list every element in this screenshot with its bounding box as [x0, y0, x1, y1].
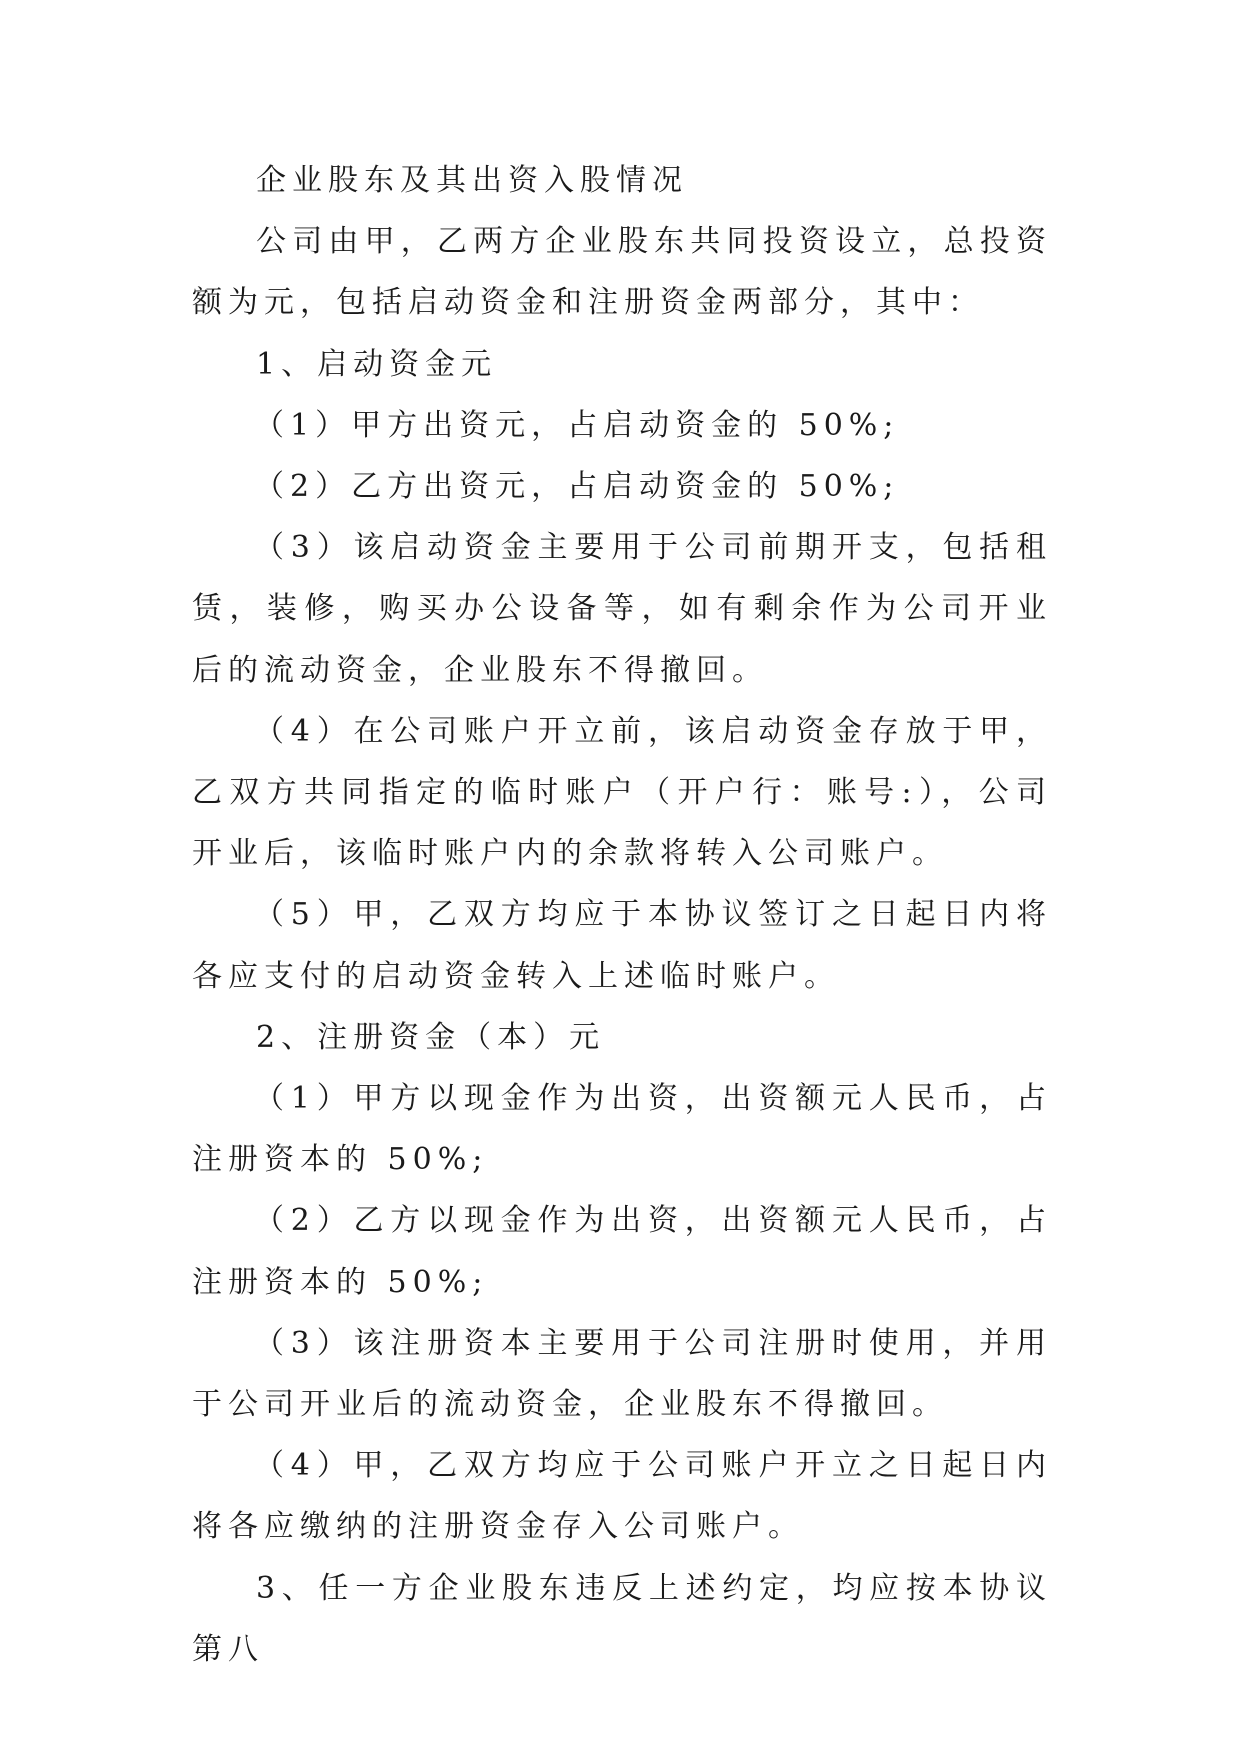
clause-1-item-2: （2）乙方出资元，占启动资金的 50%; [254, 469, 900, 505]
clause-1-item-1: （1）甲方出资元，占启动资金的 50%; [254, 407, 900, 443]
intro-paragraph: 公司由甲，乙两方企业股东共同投资设立，总投资额为元，包括启动资金和注册资金两部分，其中： [192, 224, 1052, 321]
clause-2-item-4: （4）甲，乙双方均应于公司账户开立之日起日内将各应缴纳的注册资金存入公司账户。 [192, 1448, 1052, 1545]
clause-2-item-2: （2）乙方以现金作为出资，出资额元人民币，占注册资本的 50%; [192, 1203, 1052, 1300]
clause-1-heading: 1、启动资金元 [256, 346, 498, 382]
section-heading: 企业股东及其出资入股情况 [256, 163, 688, 198]
clause-1-item-4: （4）在公司账户开立前，该启动资金存放于甲，乙双方共同指定的临时账户（开户行：账号:），公司开业后，该临时账户内的余款将转入公司账户。 [192, 713, 1052, 872]
clause-2-item-1: （1）甲方以现金作为出资，出资额元人民币，占注册资本的 50%; [192, 1081, 1052, 1178]
clause-1-item-5: （5）甲，乙双方均应于本协议签订之日起日内将各应支付的启动资金转入上述临时账户。 [192, 897, 1052, 994]
clause-1-item-3: （3）该启动资金主要用于公司前期开支，包括租赁，装修，购买办公设备等，如有剩余作为公司开业后的流动资金，企业股东不得撤回。 [192, 530, 1052, 688]
clause-2-heading: 2、注册资金（本）元 [256, 1019, 606, 1055]
document-body [192, 150, 1052, 1680]
clause-2-item-3: （3）该注册资本主要用于公司注册时使用，并用于公司开业后的流动资金，企业股东不得撤回。 [192, 1325, 1052, 1423]
clause-3-heading: 3、任一方企业股东违反上述约定，均应按本协议第八 [192, 1570, 1052, 1667]
